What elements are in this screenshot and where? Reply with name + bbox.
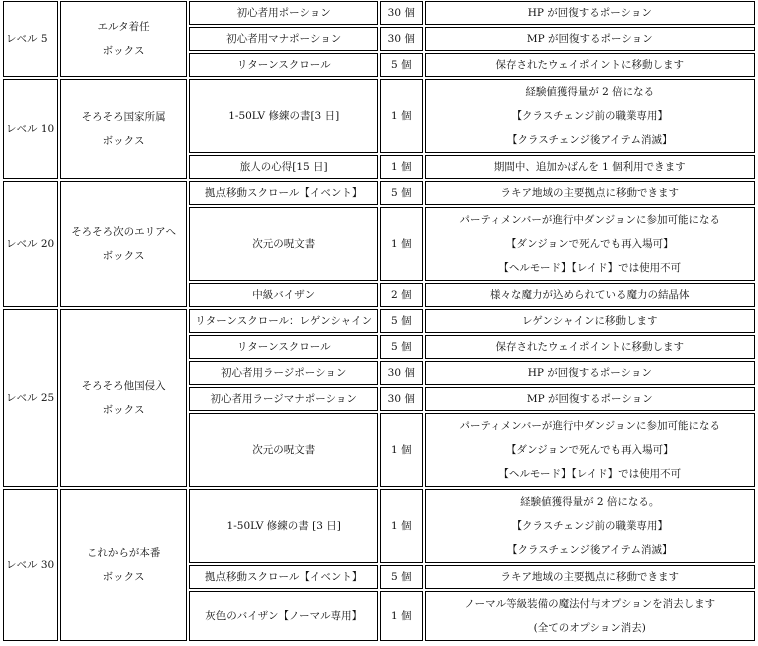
description-line: 【クラスチェンジ前の職業専用】 <box>511 110 668 122</box>
reward-row <box>3 181 755 205</box>
description-line: パーティメンバーが進行中ダンジョンに参加可能になる <box>459 420 721 432</box>
level-cell: レベル 30 <box>3 489 58 641</box>
description-line: 【ダンジョンで死んでも再入場可】 <box>505 444 674 456</box>
item-name-cell: 初心者用ラージポーション <box>189 361 378 385</box>
item-name-cell: リターンスクロール：レゲンシャイン <box>189 309 378 333</box>
description-line: HP が回復するポーション <box>527 367 652 379</box>
description-line: ラキア地域の主要拠点に移動できます <box>500 187 680 199</box>
description-line: 経験値獲得量が 2 倍になる。 <box>520 496 660 508</box>
item-quantity-cell: 30 個 <box>380 361 423 385</box>
description-line: 期間中、追加かばんを 1 個利用できます <box>493 161 686 173</box>
level-cell: レベル 10 <box>3 79 58 179</box>
item-name-cell: 初心者用ポーション <box>189 1 378 25</box>
item-quantity-cell: 5 個 <box>380 181 423 205</box>
description-line: パーティメンバーが進行中ダンジョンに参加可能になる <box>459 214 721 226</box>
description-line: MP が回復するポーション <box>526 393 653 405</box>
item-description-cell <box>425 335 755 359</box>
item-quantity-cell: 1 個 <box>380 413 423 487</box>
item-quantity-cell: 30 個 <box>380 27 423 51</box>
box-name-cell <box>60 1 188 77</box>
item-description-cell <box>425 79 755 153</box>
description-line: レゲンシャインに移動します <box>521 315 658 327</box>
item-description-cell <box>425 413 755 487</box>
box-name-cell <box>60 181 188 307</box>
box-name-line: ボックス <box>102 571 145 583</box>
description-line: 【ヘルモード】【レイド】では使用不可 <box>498 262 682 274</box>
reward-row <box>3 489 755 563</box>
level-cell: レベル 20 <box>3 181 58 307</box>
item-quantity-cell: 1 個 <box>380 79 423 153</box>
description-line: 【クラスチェンジ前の職業専用】 <box>511 520 668 532</box>
level-cell: レベル 25 <box>3 309 58 487</box>
box-name-line: ボックス <box>102 404 145 416</box>
description-line: 【ダンジョンで死んでも再入場可】 <box>505 238 674 250</box>
item-description-cell <box>425 207 755 281</box>
item-quantity-cell: 1 個 <box>380 207 423 281</box>
item-quantity-cell: 5 個 <box>380 309 423 333</box>
item-quantity-cell: 5 個 <box>380 565 423 589</box>
item-name-cell: 中級バイザン <box>189 283 378 307</box>
item-name-cell: 旅人の心得[15 日] <box>189 155 378 179</box>
item-description-cell <box>425 309 755 333</box>
item-quantity-cell: 1 個 <box>380 489 423 563</box>
item-quantity-cell: 1 個 <box>380 155 423 179</box>
item-name-cell: 拠点移動スクロール【イベント】 <box>189 565 378 589</box>
box-name-cell <box>60 79 188 179</box>
box-name-line: ボックス <box>102 250 145 262</box>
reward-row <box>3 309 755 333</box>
description-line: 保存されたウェイポイントに移動します <box>495 59 685 71</box>
item-description-cell <box>425 489 755 563</box>
item-description-cell <box>425 181 755 205</box>
item-name-cell: 初心者用ラージマナポーション <box>189 387 378 411</box>
item-description-cell <box>425 387 755 411</box>
item-quantity-cell: 5 個 <box>380 53 423 77</box>
item-description-cell <box>425 27 755 51</box>
box-name-line: そろそろ他国侵入 <box>81 380 166 392</box>
description-line: 保存されたウェイポイントに移動します <box>495 341 685 353</box>
description-line: ノーマル等級装備の魔法付与オプションを消去します <box>464 598 716 610</box>
box-name-line: ボックス <box>102 135 145 147</box>
item-name-cell: 灰色のバイザン【ノーマル専用】 <box>189 591 378 641</box>
item-description-cell <box>425 53 755 77</box>
item-name-cell: リターンスクロール <box>189 335 378 359</box>
item-name-cell: 次元の呪文書 <box>189 207 378 281</box>
box-name-line: ボックス <box>102 45 145 57</box>
level-cell: レベル 5 <box>3 1 58 77</box>
item-name-cell: 拠点移動スクロール【イベント】 <box>189 181 378 205</box>
item-name-cell: リターンスクロール <box>189 53 378 77</box>
description-line: 様々な魔力が込められている魔力の結晶体 <box>490 289 690 301</box>
description-line: 【クラスチェンジ後アイテム消滅】 <box>507 134 673 146</box>
item-name-cell: 1-50LV 修練の書[3 日] <box>189 79 378 153</box>
box-name-line: エルタ着任 <box>97 21 150 33</box>
item-description-cell <box>425 565 755 589</box>
description-line: 【ヘルモード】【レイド】では使用不可 <box>498 468 682 480</box>
description-line: 経験値獲得量が 2 倍になる <box>525 86 655 98</box>
item-name-cell: 次元の呪文書 <box>189 413 378 487</box>
description-line: HP が回復するポーション <box>527 7 652 19</box>
reward-row <box>3 79 755 153</box>
description-line: ラキア地域の主要拠点に移動できます <box>500 571 680 583</box>
item-quantity-cell: 5 個 <box>380 335 423 359</box>
item-quantity-cell: 30 個 <box>380 1 423 25</box>
box-name-cell <box>60 309 188 487</box>
reward-table-body <box>3 1 755 641</box>
item-description-cell <box>425 361 755 385</box>
box-name-line: これからが本番 <box>86 547 161 559</box>
box-name-cell <box>60 489 188 641</box>
level-reward-table <box>1 0 757 643</box>
item-name-cell: 1-50LV 修練の書 [3 日] <box>189 489 378 563</box>
item-quantity-cell: 2 個 <box>380 283 423 307</box>
box-name-line: そろそろ次のエリアへ <box>71 226 176 238</box>
item-quantity-cell: 30 個 <box>380 387 423 411</box>
item-description-cell <box>425 1 755 25</box>
description-line: (全てのオプション消去) <box>533 622 646 634</box>
item-description-cell <box>425 591 755 641</box>
item-name-cell: 初心者用マナポーション <box>189 27 378 51</box>
description-line: MP が回復するポーション <box>526 33 653 45</box>
item-description-cell <box>425 283 755 307</box>
item-quantity-cell: 1 個 <box>380 591 423 641</box>
reward-row <box>3 1 755 25</box>
description-line: 【クラスチェンジ後アイテム消滅】 <box>507 544 673 556</box>
item-description-cell <box>425 155 755 179</box>
box-name-line: そろそろ国家所属 <box>81 111 166 123</box>
